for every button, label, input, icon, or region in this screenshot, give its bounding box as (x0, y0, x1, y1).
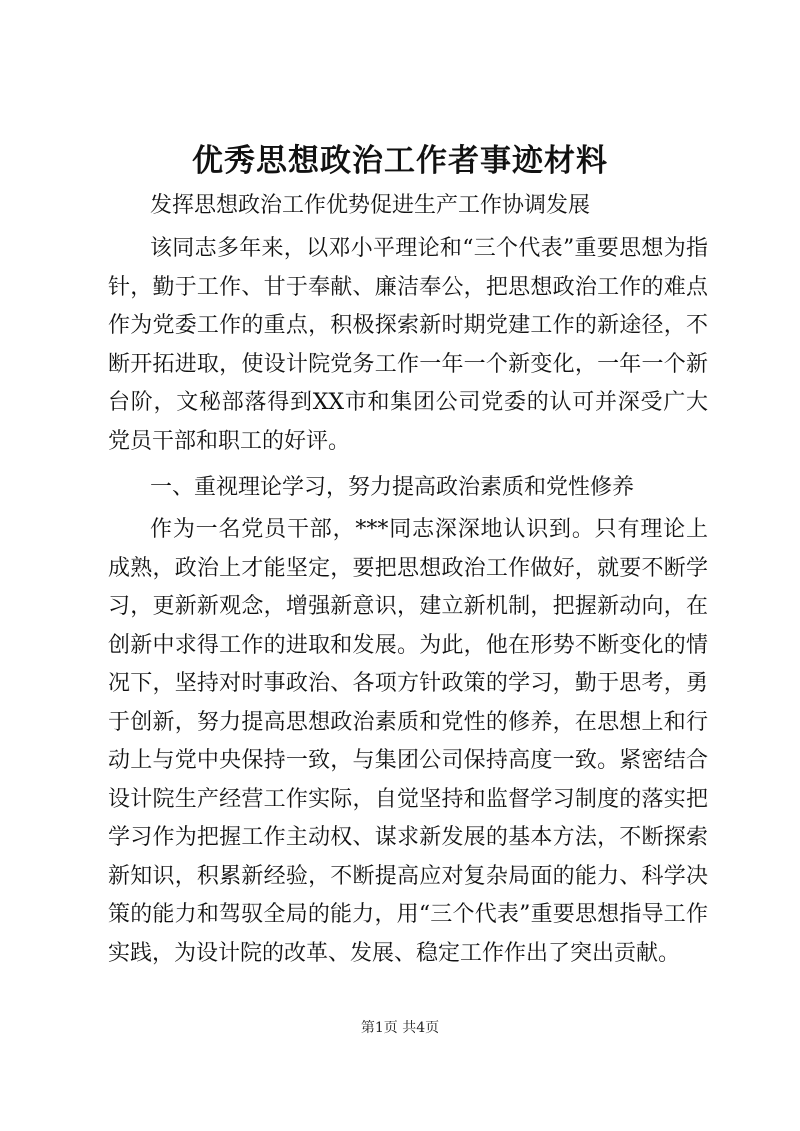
document-subtitle: 发挥思想政治工作优势促进生产工作协调发展 (150, 193, 591, 218)
paragraph-intro: 该同志多年来，以邓小平理论和“三个代表”重要思想为指针，勤于工作、甘于奉献、廉洁奉公，把思想政治工作的难点作为党委工作的重点，积极探索新时期党建工作的新途径，不断开拓进取，使设计院党务工作一年一个新变化，一年一个新台阶，文秘部落得到XX市和集团公司党委的认可并深受广大党员干部和职工的好评。 (108, 236, 708, 454)
paragraph-section1: 作为一名党员干部，***同志深深地认识到。只有理论上成熟，政治上才能坚定，要把思想政治工作做好，就要不断学习，更新新观念，增强新意识，建立新机制，把握新动向，在创新中求得工作的进取和发展。为此，他在形势不断变化的情况下，坚持对时事政治、各项方针政策的学习，勤于思考，勇于创新，努力提高思想政治素质和党性的修养，在思想上和行动上与党中央保持一致，与集团公司保持高度一致。紧密结合设计院生产经营工作实际，自觉坚持和监督学习制度的落实把学习作为把握工作主动权、谋求新发展的基本方法，不断探索新知识，积累新经验，不断提高应对复杂局面的能力、科学决策的能力和驾驭全局的能力，用“三个代表”重要思想指导工作实践，为设计院的改革、发展、稳定工作作出了突出贡献。 (108, 517, 708, 966)
section-heading: 一、重视理论学习，努力提高政治素质和党性修养 (150, 475, 635, 500)
page-number: 第1页 共4页 (360, 1020, 440, 1036)
document-title: 优秀思想政治工作者事迹材料 (192, 143, 608, 179)
